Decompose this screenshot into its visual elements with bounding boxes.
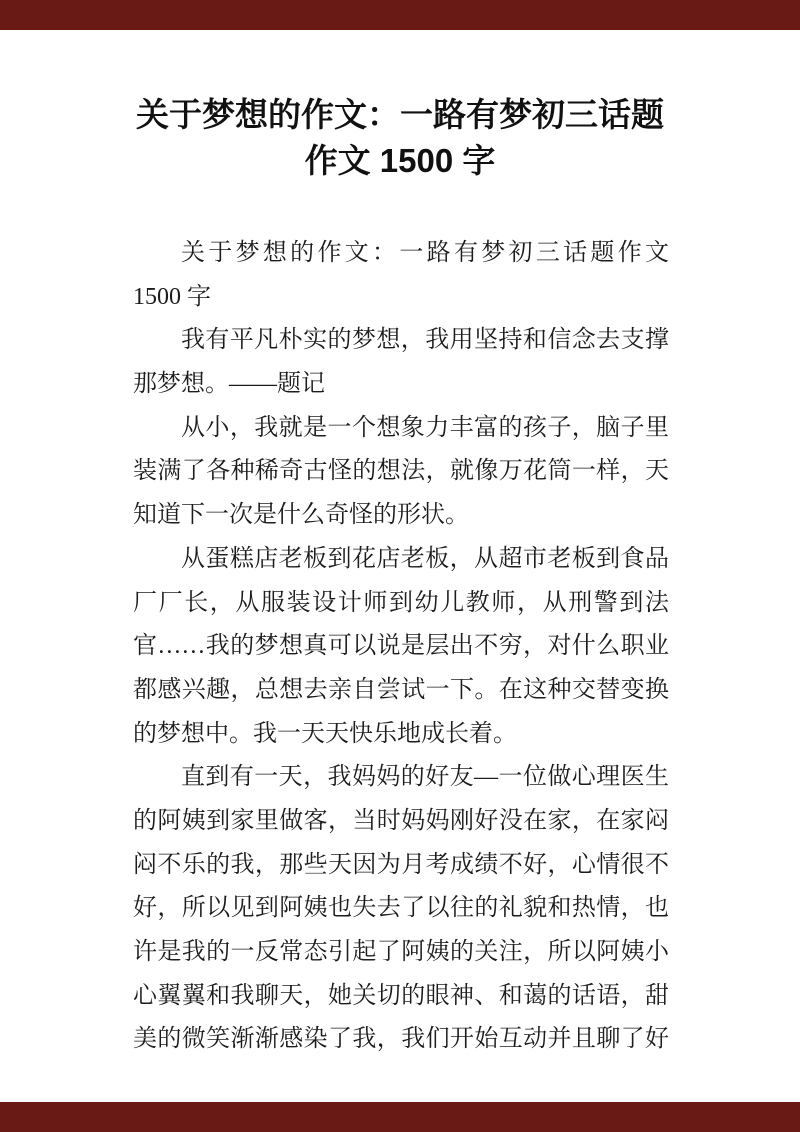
body-line: 的阿姨到家里做客，当时妈妈刚好没在家，在家闷 [133, 807, 669, 834]
body-line: 许是我的一反常态引起了阿姨的关注，所以阿姨小 [133, 939, 669, 965]
body-line: 闷不乐的我，那些天因为月考成绩不好，心情很不 [133, 851, 669, 878]
title-line-1: 关于梦想的作文：一路有梦初三话题 [136, 96, 664, 133]
body-line: 我有平凡朴实的梦想，我用坚持和信念去支撑 [181, 327, 669, 354]
document-title [70, 92, 730, 184]
body-line: 装满了各种稀奇古怪的想法，就像万花筒一样，天 [133, 458, 669, 485]
body-line: 从小，我就是一个想象力丰富的孩子，脑子里 [181, 414, 669, 441]
body-line: 厂厂长，从服装设计师到幼儿教师，从刑警到法 [133, 589, 669, 616]
body-line: 关于梦想的作文：一路有梦初三话题作文 [181, 240, 669, 266]
document-body [133, 232, 669, 1062]
body-line: 美的微笑渐渐感染了我，我们开始互动并且聊了好 [133, 1026, 669, 1053]
body-line: 直到有一天，我妈妈的好友—一位做心理医生 [181, 764, 669, 791]
top-border-bar [0, 0, 800, 30]
bottom-border-bar [0, 1102, 800, 1132]
body-line: 知道下一次是什么奇怪的形状。 [133, 502, 469, 529]
body-line: 好，所以见到阿姨也失去了以往的礼貌和热情，也 [133, 895, 669, 922]
body-line: 那梦想。——题记 [133, 371, 325, 398]
body-line: 从蛋糕店老板到花店老板，从超市老板到食品 [181, 545, 669, 572]
body-line: 官……我的梦想真可以说是层出不穷，对什么职业 [133, 633, 669, 660]
body-line: 心翼翼和我聊天，她关切的眼神、和蔼的话语，甜 [133, 982, 669, 1009]
body-line: 1500 字 [133, 283, 211, 310]
body-line: 的梦想中。我一天天快乐地成长着。 [133, 720, 517, 747]
title-line-2: 作文 1500 字 [304, 142, 496, 179]
body-line: 都感兴趣，总想去亲自尝试一下。在这种交替变换 [133, 676, 669, 703]
